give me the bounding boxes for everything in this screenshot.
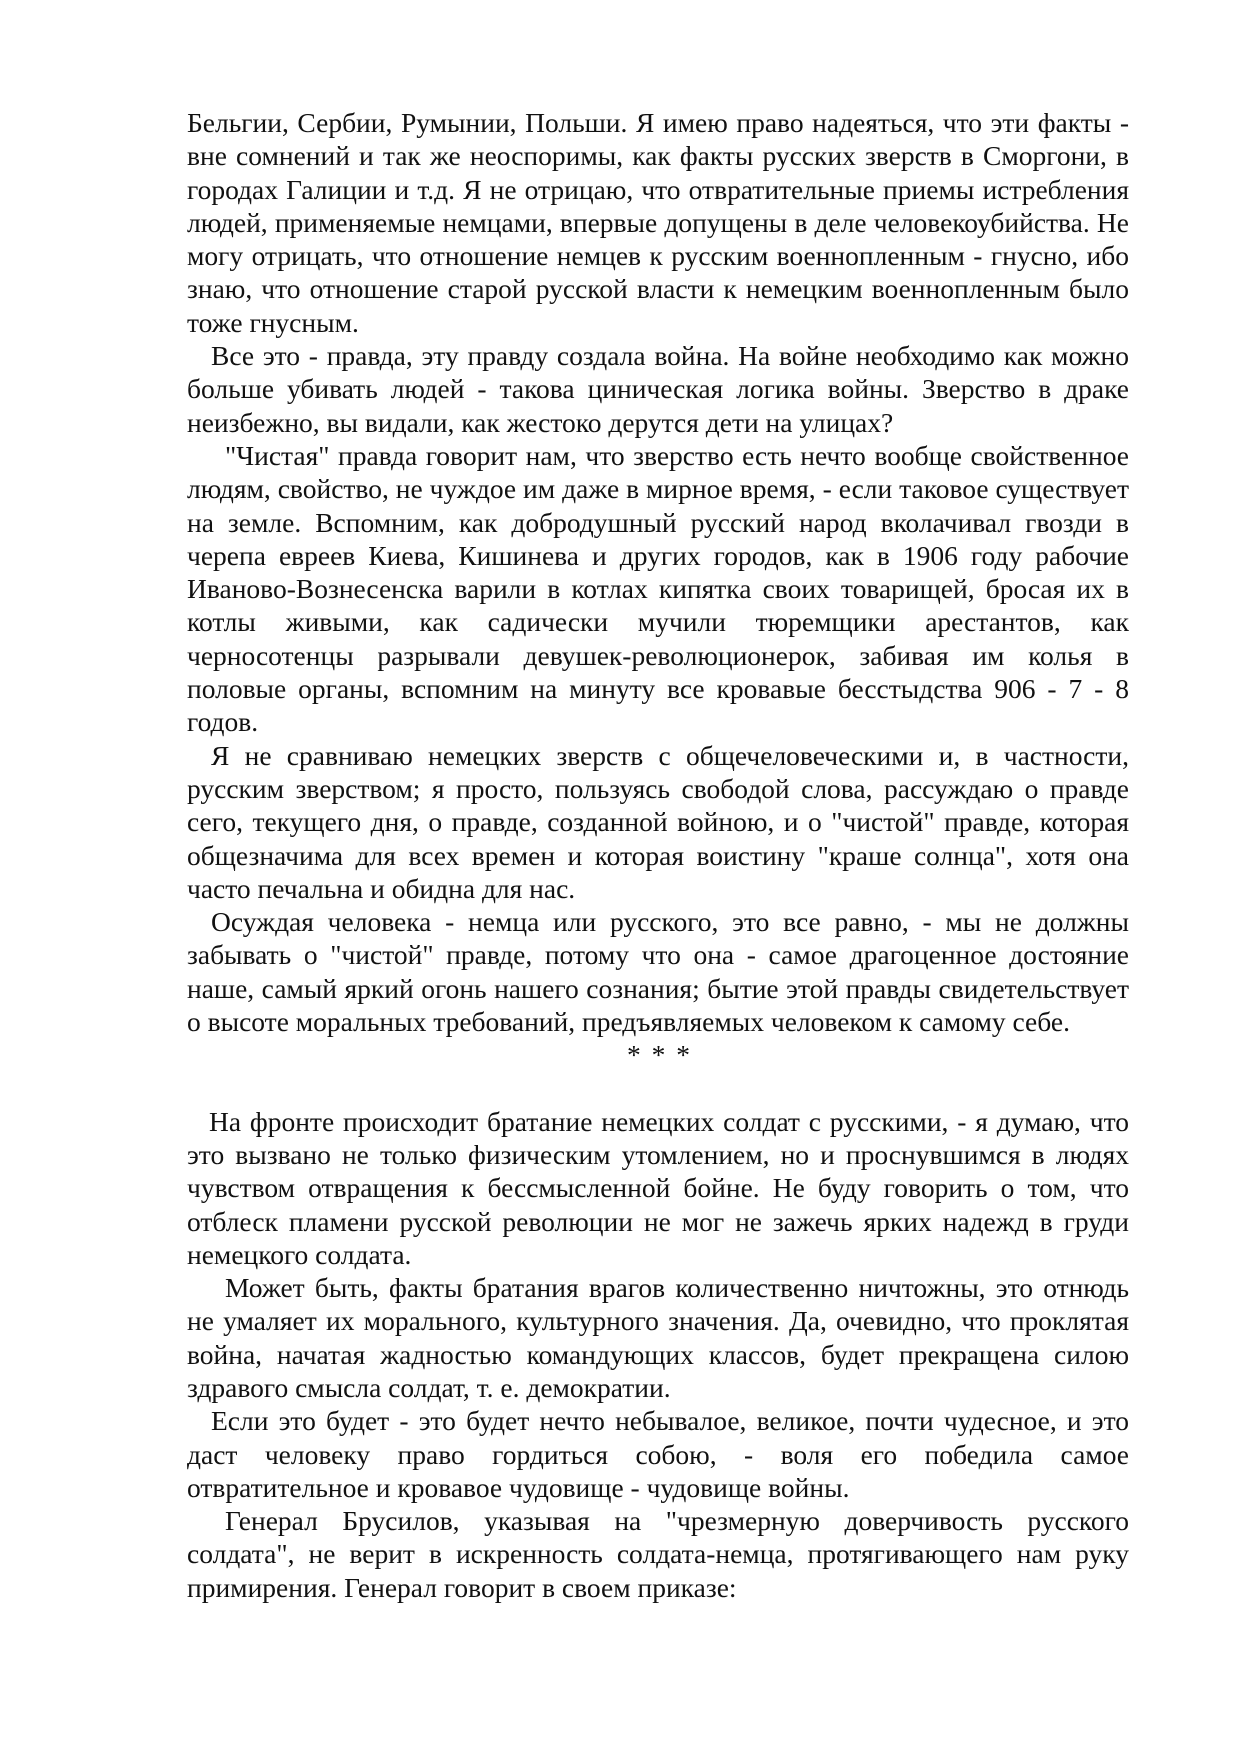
paragraph: Осуждая человека - немца или русского, это все равно, - мы не должны забывать о "чистой" правде, потому что она - самое драгоценное достояние наше, самый яркий огонь нашего сознания; бытие этой правды свидетельствует о высоте моральных требований, предъявляемых человеком к самому себе. [187,906,1129,1038]
paragraph: Может быть, факты братания врагов количественно ничтожны, это отнюдь не умаляет их морального, культурного значения. Да, очевидно, что проклятая война, начатая жадностью командующих классов, будет прекращена силою здравого смысла солдат, т. е. демократии. [187,1272,1129,1403]
section-separator: * * * [627,1039,692,1071]
paragraph: Если это будет - это будет нечто небывалое, великое, почти чудесное, и это даст человеку право гордиться собою, - воля его победила самое отвратительное и кровавое чудовище - чудовище войны. [187,1405,1129,1503]
paragraph: Я не сравниваю немецких зверств с общечеловеческими и, в частности, русским зверством; я просто, пользуясь свободой слова, рассуждаю о правде сего, текущего дня, о правде, созданной войною, и о "чистой" правде, которая общезначима для всех времен и которая воистину "краше солнца", хотя она часто печальна и обидна для нас. [187,739,1129,904]
document-page [187,106,1129,1604]
paragraph: "Чистая" правда говорит нам, что зверство есть нечто вообще свойственное людям, свойство, не чуждое им даже в мирное время, - если таковое существует на земле. Вспомним, как добродушный русский народ вколачивал гвозди в черепа евреев Киева, Кишинева и других городов, как в 1906 году рабочие Иваново-Вознесенска варили в котлах кипятка своих товарищей, бросая их в котлы живыми, как садически мучили тюремщики арестантов, как черносотенцы разрывали девушек-революционерок, забивая им колья в половые органы, вспомним на минуту все кровавые бесстыдства 906 - 7 - 8 годов. [187,439,1129,738]
paragraph: Все это - правда, эту правду создала война. На войне необходимо как можно больше убивать людей - такова циническая логика войны. Зверство в драке неизбежно, вы видали, как жестоко дерутся дети на улицах? [187,340,1129,438]
paragraph: Генерал Брусилов, указывая на "чрезмерную доверчивость русского солдата", не верит в искренность солдата-немца, протягивающего нам руку примирения. Генерал говорит в своем приказе: [187,1505,1129,1603]
paragraph: Бельгии, Сербии, Румынии, Польши. Я имею право надеяться, что эти факты - вне сомнений и так же неоспоримы, как факты русских зверств в Сморгони, в городах Галиции и т.д. Я не отрицаю, что отвратительные приемы истребления людей, применяемые немцами, впервые допущены в деле человекоубийства. Не могу отрицать, что отношение немцев к русским военнопленным - гнусно, ибо знаю, что отношение старой русской власти к немецким военнопленным было тоже гнусным. [187,107,1129,338]
paragraph: На фронте происходит братание немецких солдат с русскими, - я думаю, что это вызвано не только физическим утомлением, но и проснувшимся в людях чувством отвращения к бессмысленной бойне. Не буду говорить о том, что отблеск пламени русской революции не мог не зажечь ярких надежд в груди немецкого солдата. [187,1105,1129,1270]
spacer [187,1072,1129,1105]
